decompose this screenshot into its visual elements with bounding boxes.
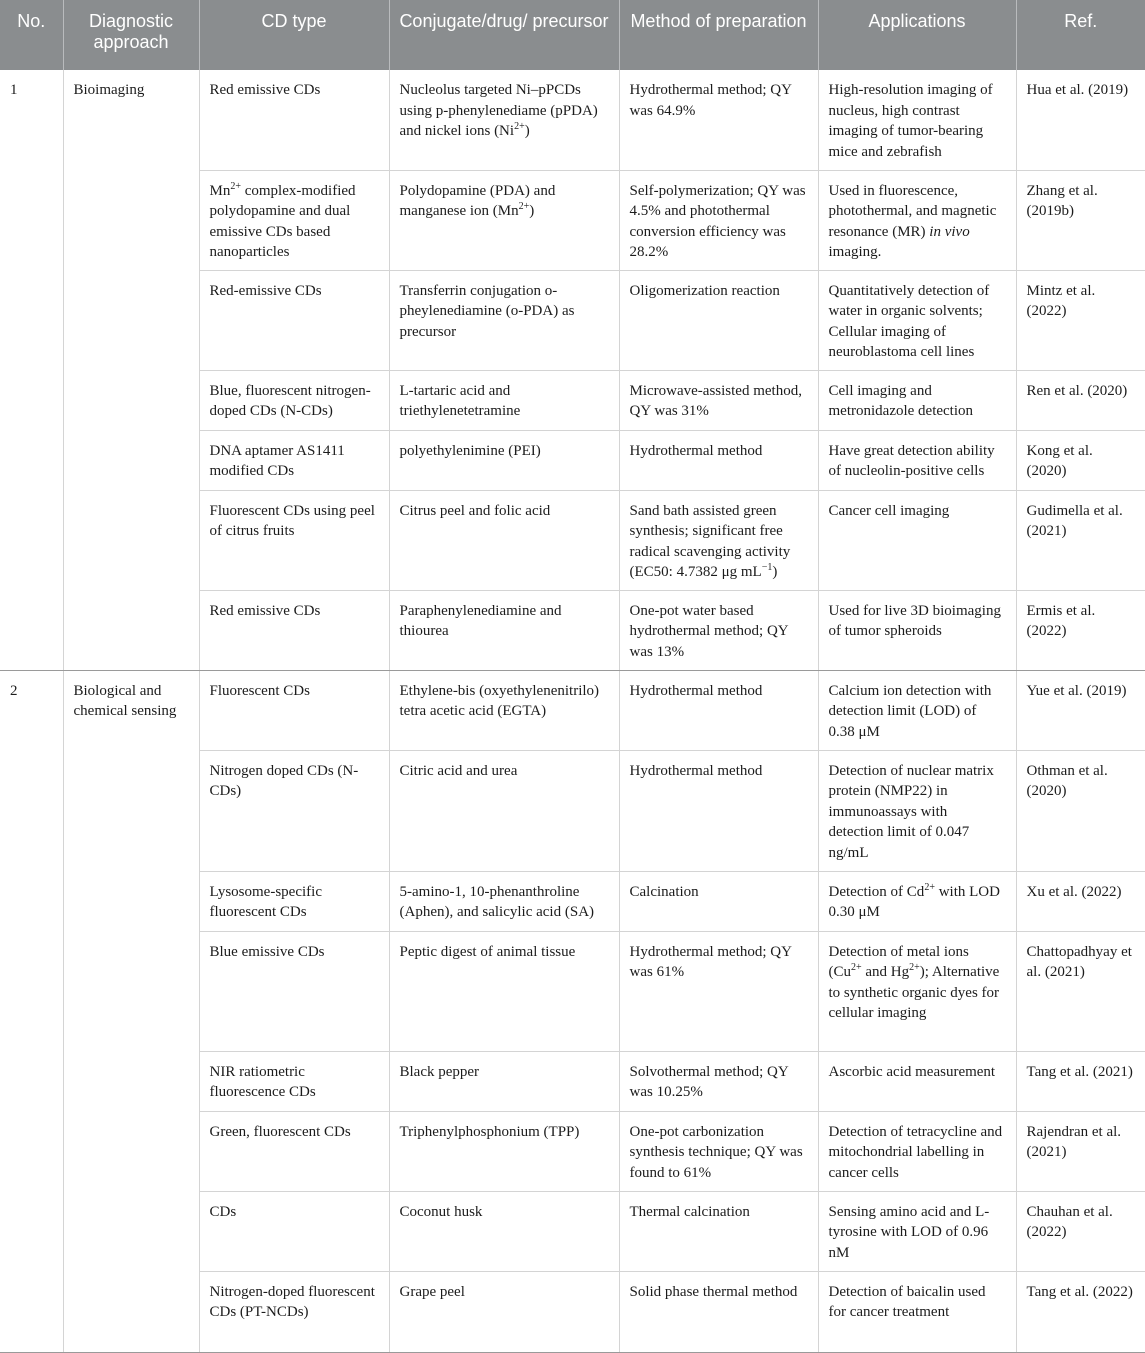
reference-cell: Hua et al. (2019) (1016, 70, 1145, 170)
cd-type-cell: NIR ratiometric fluorescence CDs (199, 1051, 389, 1111)
cd-type-cell: CDs (199, 1191, 389, 1271)
precursor-cell: 5-amino-1, 10-phenanthroline (Aphen), and salicylic acid (SA) (389, 871, 619, 931)
applications-cell: Quantitatively detection of water in organic solvents; Cellular imaging of neuroblastoma cell lines (818, 270, 1016, 370)
applications-cell: Cell imaging and metronidazole detection (818, 370, 1016, 430)
header-row (0, 0, 1145, 70)
cd-type-cell: Fluorescent CDs (199, 670, 389, 750)
column-header-ref: Ref. (1016, 0, 1145, 70)
method-cell: Hydrothermal method; QY was 64.9% (619, 70, 818, 170)
precursor-cell: Peptic digest of animal tissue (389, 931, 619, 1051)
precursor-cell: Coconut husk (389, 1191, 619, 1271)
reference-cell: Mintz et al. (2022) (1016, 270, 1145, 370)
reference-cell: Gudimella et al. (2021) (1016, 490, 1145, 590)
precursor-cell: Nucleolus targeted Ni–pPCDs using p-phenylenediame (pPDA) and nickel ions $(Ni^{2+})$ (389, 70, 619, 170)
applications-cell: Calcium ion detection with detection limit (LOD) of 0.38 μM (818, 670, 1016, 750)
method-cell: Calcination (619, 871, 818, 931)
cd-type-cell: Blue emissive CDs (199, 931, 389, 1051)
precursor-cell: Transferrin conjugation o-pheylenediamine (o-PDA) as precursor (389, 270, 619, 370)
column-header-cd-type: CD type (199, 0, 389, 70)
cd-type-cell: Red-emissive CDs (199, 270, 389, 370)
column-header-applications: Applications (818, 0, 1016, 70)
applications-cell: Detection of nuclear matrix protein (NMP22) in immunoassays with detection limit of 0.047 ng/mL (818, 750, 1016, 871)
method-cell: Sand bath assisted green synthesis; significant free radical scavenging activity (EC50: 4.7382 μg $mL^{-1}$) (619, 490, 818, 590)
cd-type-cell: Nitrogen-doped fluorescent CDs (PT-NCDs) (199, 1271, 389, 1352)
cd-type-cell: $Mn^{2+}$ complex-modified polydopamine and dual emissive CDs based nanoparticles (199, 170, 389, 270)
reference-cell: Tang et al. (2021) (1016, 1051, 1145, 1111)
method-cell: Solvothermal method; QY was 10.25% (619, 1051, 818, 1111)
reference-cell: Chattopadhyay et al. (2021) (1016, 931, 1145, 1051)
method-cell: Thermal calcination (619, 1191, 818, 1271)
column-header-precursor: Conjugate/drug/ precursor (389, 0, 619, 70)
reference-cell: Yue et al. (2019) (1016, 670, 1145, 750)
applications-cell: Used for live 3D bioimaging of tumor spheroids (818, 590, 1016, 670)
cd-type-cell: Red emissive CDs (199, 70, 389, 170)
group-number: 1 (0, 70, 63, 670)
applications-cell: Detection of tetracycline and mitochondrial labelling in cancer cells (818, 1111, 1016, 1191)
column-header-diagnostic-approach: Diagnostic approach (63, 0, 199, 70)
cd-type-cell: Red emissive CDs (199, 590, 389, 670)
reference-cell: Ermis et al. (2022) (1016, 590, 1145, 670)
applications-cell: Cancer cell imaging (818, 490, 1016, 590)
applications-cell: Detection of metal ions ($Cu^{2+}$ and $Hg^{2+}$); Alternative to synthetic organic dyes for cellular imaging (818, 931, 1016, 1051)
reference-cell: Othman et al. (2020) (1016, 750, 1145, 871)
precursor-cell: Grape peel (389, 1271, 619, 1352)
reference-cell: Xu et al. (2022) (1016, 871, 1145, 931)
table-row (0, 70, 1145, 170)
precursor-cell: Ethylene-bis (oxyethylenenitrilo) tetra acetic acid (EGTA) (389, 670, 619, 750)
method-cell: One-pot carbonization synthesis technique; QY was found to 61% (619, 1111, 818, 1191)
precursor-cell: Citric acid and urea (389, 750, 619, 871)
diagnostic-approach: Biological and chemical sensing (63, 670, 199, 1352)
applications-cell: Detection of baicalin used for cancer treatment (818, 1271, 1016, 1352)
method-cell: One-pot water based hydrothermal method; QY was 13% (619, 590, 818, 670)
table-body (0, 70, 1145, 1352)
method-cell: Self-polymerization; QY was 4.5% and photothermal conversion efficiency was 28.2% (619, 170, 818, 270)
reference-cell: Rajendran et al. (2021) (1016, 1111, 1145, 1191)
method-cell: Solid phase thermal method (619, 1271, 818, 1352)
cd-type-cell: Nitrogen doped CDs (N-CDs) (199, 750, 389, 871)
column-header-method: Method of preparation (619, 0, 818, 70)
group-number: 2 (0, 670, 63, 1352)
method-cell: Hydrothermal method (619, 750, 818, 871)
precursor-cell: Black pepper (389, 1051, 619, 1111)
diagnostic-approach: Bioimaging (63, 70, 199, 670)
column-header-no: No. (0, 0, 63, 70)
reference-cell: Kong et al. (2020) (1016, 430, 1145, 490)
reference-cell: Tang et al. (2022) (1016, 1271, 1145, 1352)
cd-type-cell: Green, fluorescent CDs (199, 1111, 389, 1191)
precursor-cell: polyethylenimine (PEI) (389, 430, 619, 490)
method-cell: Oligomerization reaction (619, 270, 818, 370)
applications-cell: Sensing amino acid and L-tyrosine with LOD of 0.96 nM (818, 1191, 1016, 1271)
precursor-cell: Polydopamine (PDA) and manganese ion $(Mn^{2+})$ (389, 170, 619, 270)
precursor-cell: Triphenylphosphonium (TPP) (389, 1111, 619, 1191)
method-cell: Hydrothermal method (619, 670, 818, 750)
method-cell: Hydrothermal method; QY was 61% (619, 931, 818, 1051)
reference-cell: Chauhan et al. (2022) (1016, 1191, 1145, 1271)
method-cell: Microwave-assisted method, QY was 31% (619, 370, 818, 430)
reference-cell: Ren et al. (2020) (1016, 370, 1145, 430)
precursor-cell: Paraphenylenediamine and thiourea (389, 590, 619, 670)
method-cell: Hydrothermal method (619, 430, 818, 490)
precursor-cell: L-tartaric acid and triethylenetetramine (389, 370, 619, 430)
table-row (0, 670, 1145, 750)
applications-cell: Detection of $Cd^{2+}$ with LOD 0.30 μM (818, 871, 1016, 931)
reference-cell: Zhang et al. (2019b) (1016, 170, 1145, 270)
cd-type-cell: Blue, fluorescent nitrogen-doped CDs (N-CDs) (199, 370, 389, 430)
applications-cell: High-resolution imaging of nucleus, high contrast imaging of tumor-bearing mice and zebrafish (818, 70, 1016, 170)
precursor-cell: Citrus peel and folic acid (389, 490, 619, 590)
applications-cell: Have great detection ability of nucleolin-positive cells (818, 430, 1016, 490)
applications-cell: Used in fluorescence, photothermal, and magnetic resonance (MR) in vivo imaging. (818, 170, 1016, 270)
cd-type-cell: DNA aptamer AS1411 modified CDs (199, 430, 389, 490)
cd-type-cell: Fluorescent CDs using peel of citrus fruits (199, 490, 389, 590)
cd-type-cell: Lysosome-specific fluorescent CDs (199, 871, 389, 931)
applications-cell: Ascorbic acid measurement (818, 1051, 1016, 1111)
